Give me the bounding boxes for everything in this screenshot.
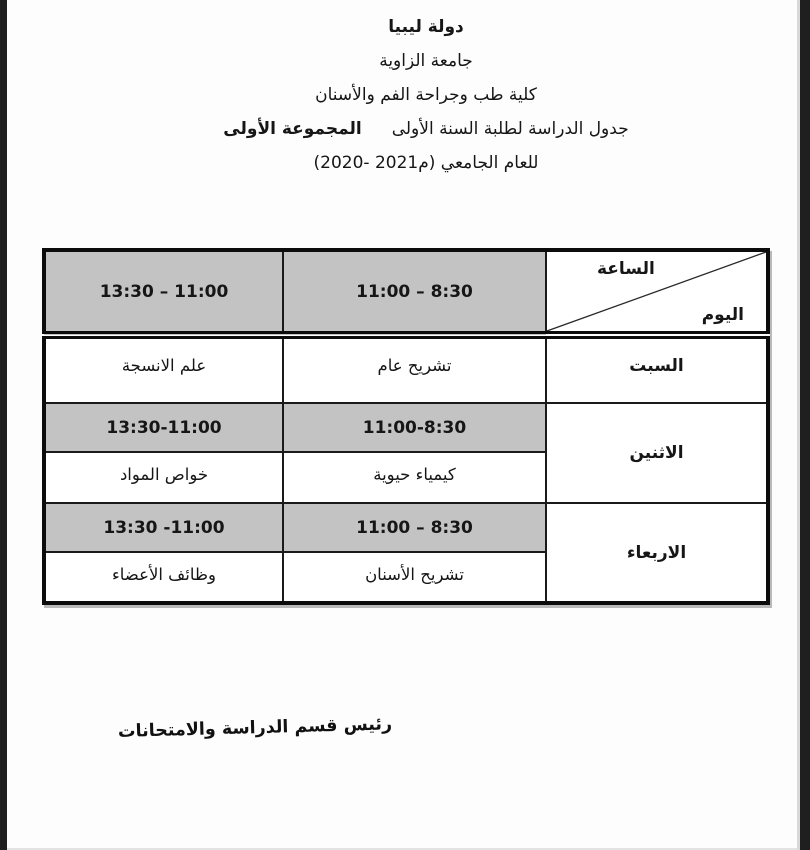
time-wednesday-second: 13:30 -11:00 (44, 503, 283, 552)
document-header (40, 16, 810, 186)
day-axis-label: اليوم (701, 305, 744, 325)
schedule-table (42, 248, 770, 605)
corner-cell (546, 250, 768, 335)
time-monday-second: 13:30-11:00 (44, 403, 283, 452)
row-wednesday-times (44, 503, 768, 552)
table-header-row (44, 250, 768, 335)
faculty-name: كلية طب وجراحة الفم والأسنان (315, 85, 537, 105)
day-cell-monday: الاثنين (546, 403, 768, 503)
row-saturday (44, 335, 768, 403)
time-wednesday-first: 11:00 – 8:30 (283, 503, 546, 552)
subject-saturday-first: تشريح عام (283, 335, 546, 403)
schedule-title: جدول الدراسة لطلبة السنة الأولى (391, 119, 629, 139)
time-slot-header-second: 13:30 – 11:00 (44, 250, 283, 335)
university-name: جامعة الزاوية (379, 51, 473, 71)
signature-line: رئيس قسم الدراسة والامتحانات (117, 714, 393, 742)
scan-edge-left (0, 0, 7, 850)
country-title: دولة ليبيا (388, 17, 464, 37)
group-title: المجموعة الأولى (223, 119, 362, 139)
subject-saturday-second: علم الانسجة (44, 335, 283, 403)
academic-year-line (40, 152, 810, 174)
schedule-title-row (40, 118, 810, 140)
subject-monday-first: كيمياء حيوية (283, 452, 546, 503)
day-cell-wednesday: الاربعاء (546, 503, 768, 603)
subject-monday-second: خواص المواد (44, 452, 283, 503)
row-monday-times (44, 403, 768, 452)
time-slot-header-first: 11:00 – 8:30 (283, 250, 546, 335)
subject-wednesday-second: وظائف الأعضاء (44, 552, 283, 603)
time-monday-first: 11:00-8:30 (283, 403, 546, 452)
day-cell-saturday: السبت (546, 335, 768, 403)
academic-year-range: (2020- 2021م) (313, 153, 436, 173)
subject-wednesday-first: تشريح الأسنان (283, 552, 546, 603)
academic-year-prefix: للعام الجامعي (440, 153, 539, 173)
time-axis-label: الساعة (597, 259, 655, 279)
